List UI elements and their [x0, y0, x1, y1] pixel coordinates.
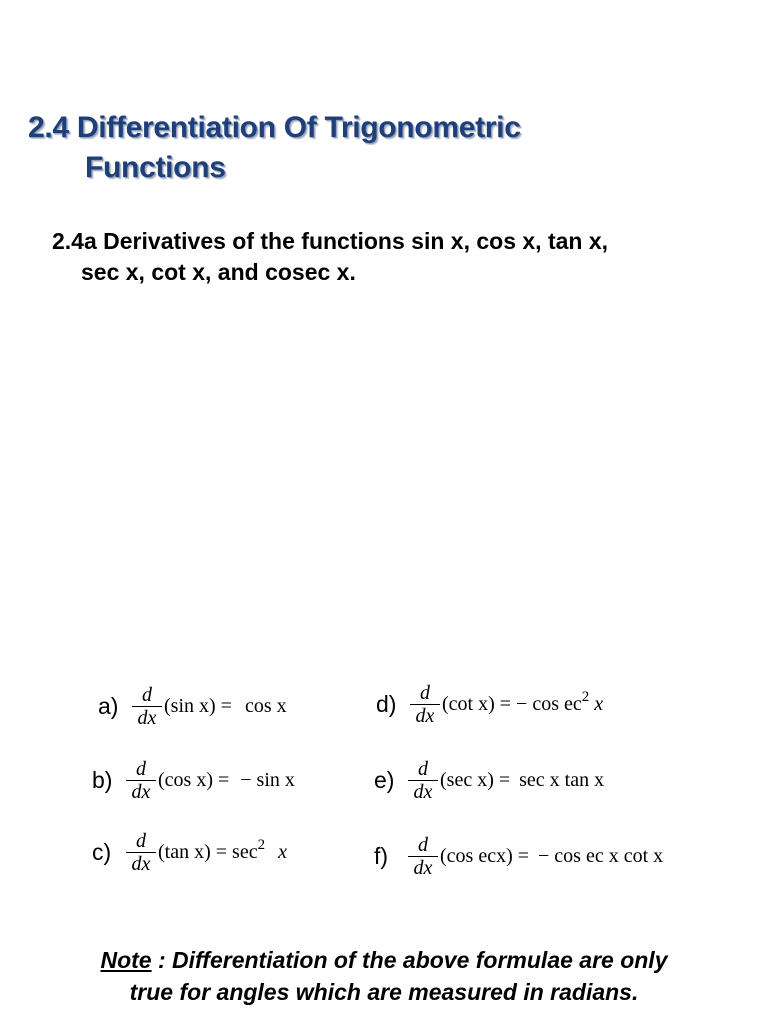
note-line-2: true for angles which are measured in radians. — [129, 979, 639, 1005]
formula-lhs: (sec x) = — [440, 768, 511, 791]
formula-exponent: 2 — [257, 836, 266, 853]
formula-label: f) — [374, 842, 389, 869]
formula-lhs: (cot x) = − cos ec — [442, 692, 582, 715]
note-line-1: : Differentiation of the above formulae are only — [151, 947, 668, 973]
derivative-numerator: d — [132, 684, 162, 707]
formula-lhs: (tan x) = sec — [158, 840, 258, 863]
derivative-denominator: dx — [413, 780, 433, 803]
formula-expression — [158, 836, 287, 864]
formula-e — [374, 750, 604, 810]
note-label: Note — [100, 947, 152, 973]
formula-rhs: − sin x — [240, 768, 295, 791]
formula-label: d) — [376, 690, 397, 717]
derivative-operator — [408, 834, 438, 879]
section-heading — [52, 226, 742, 288]
derivative-numerator: d — [126, 758, 156, 781]
formula-rhs: − cos ec x cot x — [538, 844, 664, 867]
formula-label: a) — [98, 692, 119, 719]
derivative-operator — [126, 758, 156, 803]
formula-rhs: x — [594, 692, 604, 715]
derivative-denominator: dx — [137, 706, 157, 729]
formula-a — [98, 676, 287, 736]
page-title — [28, 108, 748, 188]
derivative-operator — [126, 830, 156, 875]
title-line-2: Functions — [85, 151, 226, 184]
formula-expression — [440, 769, 604, 792]
derivative-denominator: dx — [413, 856, 433, 879]
formula-expression — [158, 769, 295, 792]
derivative-numerator: d — [408, 758, 438, 781]
derivative-operator — [132, 684, 162, 729]
formula-expression — [164, 695, 287, 718]
formula-label: b) — [92, 766, 113, 793]
derivative-operator — [408, 758, 438, 803]
formula-c — [92, 822, 287, 882]
formula-rhs: cos x — [244, 694, 287, 717]
derivative-numerator: d — [410, 682, 440, 705]
title-line-1: 2.4 Differentiation Of Trigonometric — [28, 111, 521, 144]
derivative-denominator: dx — [131, 852, 151, 875]
formula-rhs: x — [278, 840, 287, 863]
formula-label: e) — [374, 766, 395, 793]
formula-lhs: (sin x) = — [164, 694, 232, 717]
formula-expression — [440, 845, 663, 868]
formula-rhs: sec x tan x — [519, 768, 605, 791]
note — [30, 944, 738, 1008]
formula-d — [376, 674, 603, 734]
formula-label: c) — [92, 838, 112, 865]
derivative-denominator: dx — [415, 704, 435, 727]
formula-f — [374, 826, 663, 886]
derivative-numerator: d — [408, 834, 438, 857]
section-heading-line-1: 2.4a Derivatives of the functions sin x, cos x, tan x, — [52, 228, 609, 254]
formula-lhs: (cos ecx) = — [440, 844, 530, 867]
section-heading-line-2: sec x, cot x, and cosec x. — [81, 259, 356, 285]
formula-exponent: 2 — [581, 688, 590, 705]
formula-lhs: (cos x) = — [158, 768, 230, 791]
formula-b — [92, 750, 295, 810]
formula-expression — [442, 688, 604, 716]
derivative-numerator: d — [126, 830, 156, 853]
derivative-denominator: dx — [131, 780, 151, 803]
derivative-operator — [410, 682, 440, 727]
